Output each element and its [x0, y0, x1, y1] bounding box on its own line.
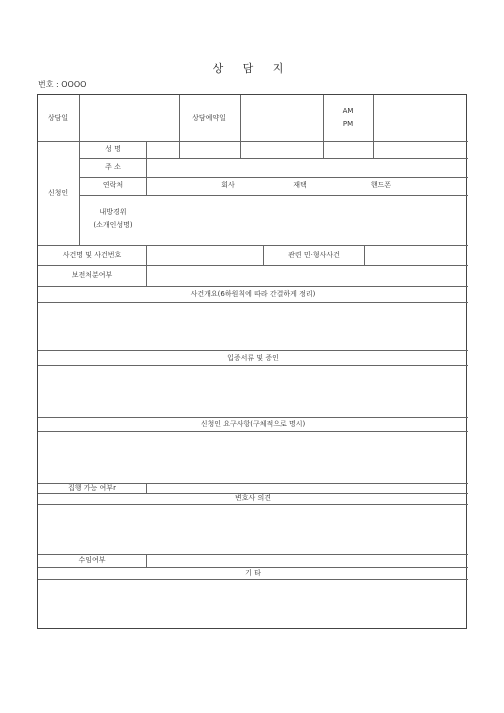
- visit-route-label: 내방경위: [99, 208, 127, 216]
- referrer-name-label: (소개인성명): [93, 221, 133, 229]
- am-label: AM: [342, 107, 354, 115]
- case-summary-label: 사건개요(6하원칙에 따라 간결하게 정리): [190, 290, 316, 298]
- page-title: 상 담 지: [212, 62, 292, 75]
- retainer-label: 수임여부: [78, 556, 106, 564]
- appointment-date-label: 상담예약일: [192, 114, 226, 122]
- preservation-label: 보전처분여부: [71, 271, 113, 279]
- related-case-label: 관련 민·형사사건: [288, 251, 340, 259]
- address-label: 주 소: [105, 163, 121, 171]
- home-phone-label: 재택: [293, 181, 307, 189]
- document-number: 번호 : OOOO: [38, 80, 87, 89]
- contact-label: 연락처: [102, 181, 124, 189]
- applicant-label: 신청인: [47, 189, 69, 197]
- consult-date-label: 상담일: [47, 114, 69, 122]
- evidence-label: 입증서류 및 증인: [227, 354, 279, 362]
- company-phone-label: 회사: [221, 181, 235, 189]
- name-label: 성 명: [105, 145, 121, 153]
- pm-label: PM: [342, 120, 354, 128]
- lawyer-opinion-label: 변호사 의견: [234, 494, 272, 502]
- case-name-label: 사건명 및 사건번호: [62, 251, 122, 259]
- enforceability-label: 집행 가능 여부r: [68, 484, 116, 492]
- consultation-form: [37, 94, 467, 629]
- other-label: 기 타: [245, 569, 261, 577]
- applicant-requests-label: 신청인 요구사항(구체적으로 명시): [200, 420, 306, 428]
- mobile-phone-label: 핸드폰: [370, 181, 392, 189]
